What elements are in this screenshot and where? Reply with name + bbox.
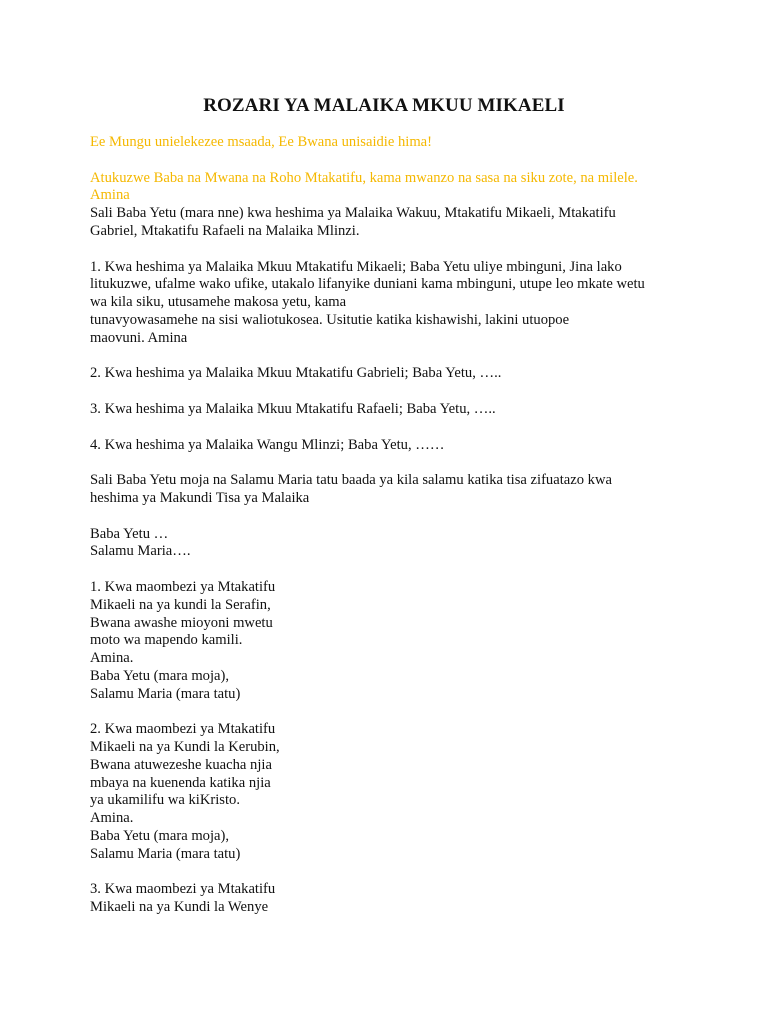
paragraph-gap [90, 561, 680, 579]
paragraph-gap [90, 454, 680, 472]
salutation-kerubin: 2. Kwa maombezi ya Mtakatifu Mikaeli na ya Kundi la Kerubin, Bwana atuwezeshe kuacha njia mbaya na kuenenda katika njia ya ukamilifu wa kiKristo. Amina. Baba Yetu (mara moja), Salamu Maria (mara tatu) [90, 721, 280, 862]
document-body [90, 134, 680, 917]
opening-prayers: Baba Yetu … Salamu Maria…. [90, 525, 191, 560]
honor-gabrieli: 2. Kwa heshima ya Malaika Mkuu Mtakatifu Gabrieli; Baba Yetu, ….. [90, 365, 502, 382]
paragraph-gap [90, 419, 680, 437]
honor-rafaeli: 3. Kwa heshima ya Malaika Mkuu Mtakatifu Rafaeli; Baba Yetu, ….. [90, 400, 496, 417]
instruction-first: Sali Baba Yetu (mara nne) kwa heshima ya Malaika Wakuu, Mtakatifu Mikaeli, Mtakatifu Gabriel, Mtakatifu Rafaeli na Malaika Mlinzi. [90, 205, 616, 239]
doxology: Atukuzwe Baba na Mwana na Roho Mtakatifu, kama mwanzo na sasa na siku zote, na milele. Amina [90, 169, 638, 204]
honor-guardian-angel: 4. Kwa heshima ya Malaika Wangu Mlinzi; Baba Yetu, …… [90, 436, 445, 453]
paragraph-gap [90, 704, 680, 722]
paragraph-gap [90, 383, 680, 401]
paragraph-gap [90, 864, 680, 882]
paragraph-gap [90, 348, 680, 366]
opening-invocation: Ee Mungu unielekezee msaada, Ee Bwana unisaidie hima! [90, 134, 433, 150]
paragraph-gap [90, 241, 680, 259]
honor-mikaeli: 1. Kwa heshima ya Malaika Mkuu Mtakatifu Mikaeli; Baba Yetu uliye mbinguni, Jina lako litukuzwe, ufalme wako ufike, utakalo lifanyike duniani kama mbinguni, utupe leo mkate wetu wa kila siku, utusamehe makosa yetu, kama tunavyowasamehe na sisi waliotukosea. Usitutie katika kishawishi, lakini utuopoe maovuni. Amina [90, 258, 645, 346]
instruction-second: Sali Baba Yetu moja na Salamu Maria tatu baada ya kila salamu katika tisa zifuatazo kwa heshima ya Makundi Tisa ya Malaika [90, 472, 612, 506]
salutation-third: 3. Kwa maombezi ya Mtakatifu Mikaeli na ya Kundi la Wenye [90, 881, 276, 916]
paragraph-gap [90, 508, 680, 526]
paragraph-gap [90, 152, 680, 170]
salutation-serafin: 1. Kwa maombezi ya Mtakatifu Mikaeli na ya kundi la Serafin, Bwana awashe mioyoni mwetu moto wa mapendo kamili. Amina. Baba Yetu (mara moja), Salamu Maria (mara tatu) [90, 578, 276, 702]
document-title: ROZARI YA MALAIKA MKUU MIKAELI [203, 95, 565, 116]
